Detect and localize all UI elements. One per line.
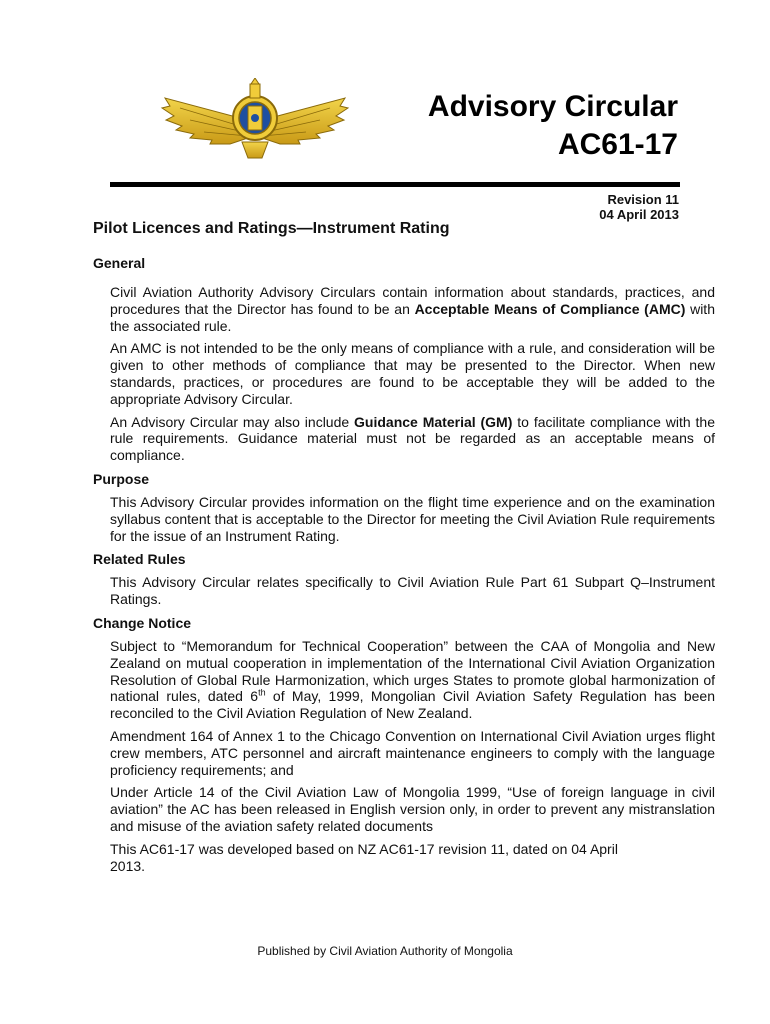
- related-rules-paragraph: This Advisory Circular relates specifically to Civil Aviation Rule Part 61 Subpart Q–Instrument Ratings.: [110, 574, 715, 608]
- document-body: [93, 254, 715, 880]
- change-notice-paragraph-3: Under Article 14 of the Civil Aviation Law of Mongolia 1999, “Use of foreign language in civil aviation” the AC has been released in English version only, in order to prevent any mistranslation and misuse of the aviation safety related documents: [110, 784, 715, 834]
- change-notice-paragraph-4: This AC61-17 was developed based on NZ AC61-17 revision 11, dated on 04 April 2013.: [110, 840, 618, 874]
- section-heading-related-rules: Related Rules: [93, 551, 186, 568]
- general-paragraph-1: [110, 284, 715, 334]
- general-paragraph-3: [110, 414, 715, 464]
- bold-term-gm: Guidance Material (GM): [354, 413, 513, 430]
- text-run: Subject to “Memorandum for Technical Cooperation” between the CAA of Mongolia and New Zealand on mutual cooperation in implementation of the International Civil Aviation Organization Resolution of Global Rule Harmonization, which urges States to promote global harmonization of national rules, dated 6: [110, 637, 715, 705]
- revision-label: Revision 11: [607, 192, 679, 207]
- circular-title-line1: Advisory Circular: [427, 90, 678, 123]
- mongolia-caa-winged-emblem-icon: [160, 78, 350, 168]
- footer-publisher: Published by Civil Aviation Authority of Mongolia: [257, 944, 513, 958]
- section-heading-change-notice: Change Notice: [93, 614, 192, 631]
- text-run: Civil Aviation Authority Advisory Circulars contain information about standards, practices, and procedures that the Director has found to be an: [110, 284, 715, 317]
- ordinal-suffix: th: [258, 687, 266, 698]
- text-run: with the associated rule.: [110, 300, 715, 334]
- bold-term-amc: Acceptable Means of Compliance (AMC): [414, 300, 686, 317]
- general-paragraph-2: An AMC is not intended to be the only means of compliance with a rule, and consideration will be given to other methods of compliance that may be presented to the Director. When new standards, practices, or procedures are found to be acceptable they will be added to the appropriate Advisory Circular.: [110, 340, 715, 407]
- section-heading-general: General: [93, 255, 146, 271]
- circular-number: AC61-17: [557, 128, 678, 161]
- circular-title: [428, 88, 678, 164]
- change-notice-paragraph-1: [110, 638, 715, 722]
- document-title: Pilot Licences and Ratings—Instrument Rating: [93, 220, 450, 237]
- revision-date: 04 April 2013: [599, 207, 679, 222]
- text-run: An Advisory Circular may also include: [110, 413, 355, 430]
- section-heading-purpose: Purpose: [93, 470, 150, 487]
- purpose-paragraph: This Advisory Circular provides information on the flight time experience and on the examination syllabus content that is acceptable to the Director for meeting the Civil Aviation Rule requirements for the issue of an Instrument Rating.: [110, 493, 715, 544]
- change-notice-paragraph-2: Amendment 164 of Annex 1 to the Chicago Convention on International Civil Aviation urges flight crew members, ATC personnel and aircraft maintenance engineers to comply with the language proficiency requirements; and: [110, 727, 715, 778]
- revision-block: [599, 192, 679, 222]
- header-divider: [110, 182, 680, 187]
- text-run: of May, 1999, Mongolian Civil Aviation Safety Regulation has been reconciled to the Civil Aviation Regulation of New Zealand.: [110, 688, 716, 722]
- text-run: to facilitate compliance with the rule requirements. Guidance material must not be regarded as an acceptable means of compliance.: [110, 413, 715, 464]
